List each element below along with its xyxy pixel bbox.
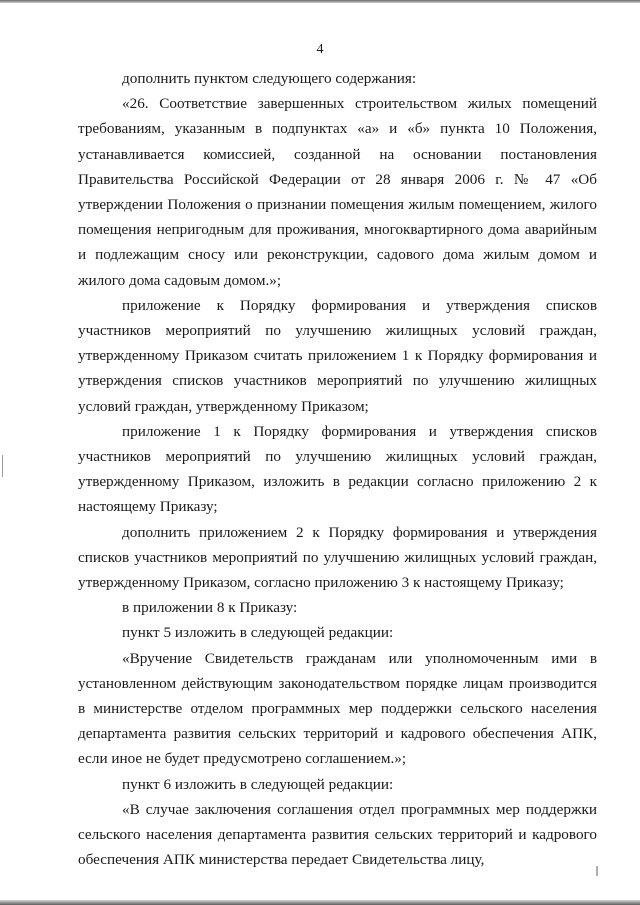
- paragraph-appendix-renumber: приложение к Порядку формирования и утверждения списков участников мероприятий по улучшению жилищных условий граждан, утвержденному Приказом считать приложением 1 к Порядку формирования и утверждения списков участников мероприятий по улучшению жилищных условий граждан, утвержденному Приказом;: [78, 296, 597, 415]
- document-body: [78, 66, 597, 873]
- paragraph-item-6-text: «В случае заключения соглашения отдел программных мер поддержки сельского населения департамента развития сельских территорий и кадрового обеспечения АПК министерства передает Свидетельства лицу,: [78, 800, 597, 869]
- paragraph-add-item-intro: дополнить пунктом следующего содержания:: [122, 70, 417, 87]
- paragraph-item-5-intro: пункт 5 изложить в следующей редакции:: [122, 624, 394, 642]
- scan-bottom-edge: [0, 900, 640, 905]
- scan-artifact-left: [2, 455, 3, 477]
- paragraph-add-appendix-2: дополнить приложением 2 к Порядку формирования и утверждения списков участников мероприятий по улучшению жилищных условий граждан, утвержденному Приказом, согласно приложению 3 к настоящему Приказу;: [78, 523, 597, 592]
- page-number: 4: [316, 42, 324, 57]
- scan-top-edge: [0, 0, 640, 3]
- paragraph-appendix-1-edit: приложение 1 к Порядку формирования и утверждения списков участников мероприятий по улучшению жилищных условий граждан, утвержденному Приказом, изложить в редакции согласно приложению 2 к настоящему Приказу;: [78, 422, 597, 516]
- paragraph-item-26: «26. Соответствие завершенных строительством жилых помещений требованиям, указанным в подпунктах «а» и «б» пункта 10 Положения, устанавливается комиссией, созданной на основании постановления Правительства Российской Федерации от 28 января 2006 г. № 47 «Об утверждении Положения о признании помещения жилым помещением, жилого помещения непригодным для проживания, многоквартирного дома аварийным и подлежащим сносу или реконструкции, садового дома жилым домом и жилого дома садовым домом.»;: [78, 95, 597, 289]
- paragraph-appendix-8-intro: в приложении 8 к Приказу:: [122, 599, 298, 617]
- paragraph-item-6-intro: пункт 6 изложить в следующей редакции:: [122, 775, 394, 793]
- paragraph-item-5-text: «Вручение Свидетельств гражданам или уполномоченным ими в установленном действующим законодательством порядке лицам производится в министерстве отделом программных мер поддержки сельского населения департамента развития сельских территорий и кадрового обеспечения АПК, если иное не будет предусмотрено соглашением.»;: [78, 649, 597, 768]
